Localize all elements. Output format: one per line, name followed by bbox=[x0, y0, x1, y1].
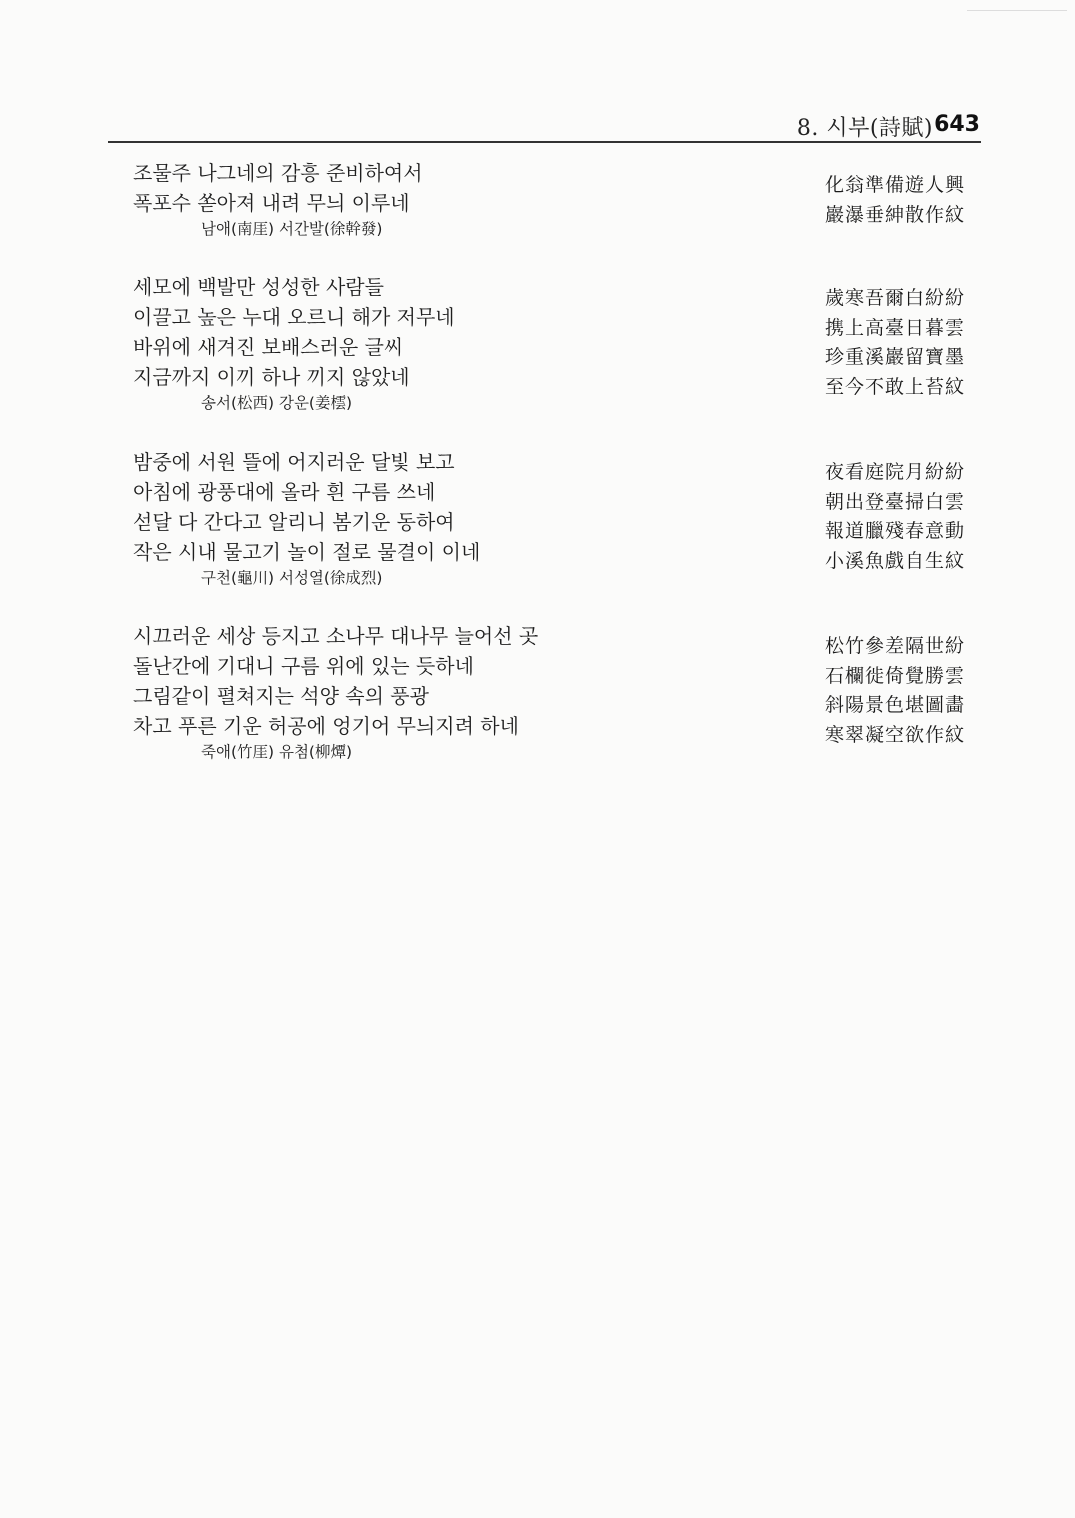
hanja-line: 携上高臺日暮雲 bbox=[824, 316, 965, 339]
poem-line: 세모에 백발만 성성한 사람들 bbox=[133, 275, 384, 299]
poem-line: 차고 푸른 기운 허공에 엉기어 무늬지려 하네 bbox=[133, 714, 519, 738]
poem-line: 지금까지 이끼 하나 끼지 않았네 bbox=[133, 365, 410, 389]
hanja-line: 珍重溪巖留寶墨 bbox=[824, 346, 965, 368]
header-rule bbox=[108, 141, 981, 143]
hanja-line: 松竹參差隔世紛 bbox=[824, 635, 965, 657]
poem-line: 밤중에 서원 뜰에 어지러운 달빛 보고 bbox=[133, 450, 455, 474]
poem-line: 돌난간에 기대니 구름 위에 있는 듯하네 bbox=[133, 654, 474, 678]
hanja-line: 報道臘殘春意動 bbox=[824, 520, 965, 542]
poem-line: 바위에 새겨진 보배스러운 글씨 bbox=[133, 335, 404, 359]
poem-author: 죽애(竹厓) 유첨(柳燂) bbox=[201, 743, 353, 761]
poem-line: 조물주 나그네의 감흥 준비하여서 bbox=[133, 161, 423, 185]
poem-author: 남애(南厓) 서간발(徐幹發) bbox=[201, 220, 383, 238]
hanja-line: 朝出登臺掃白雲 bbox=[824, 490, 965, 513]
poem-4-hanja bbox=[825, 632, 965, 750]
running-header bbox=[0, 0, 1075, 150]
hanja-line: 至今不敢上苔紋 bbox=[824, 375, 965, 398]
poem-line: 이끌고 높은 누대 오르니 해가 저무네 bbox=[133, 305, 455, 329]
poem-line: 섣달 다 간다고 알리니 봄기운 동하여 bbox=[133, 510, 455, 534]
poem-3-hanja bbox=[825, 458, 965, 576]
poem-line: 시끄러운 세상 등지고 소나무 대나무 늘어선 곳 bbox=[133, 624, 539, 648]
poem-line: 폭포수 쏟아져 내려 무늬 이루네 bbox=[133, 191, 410, 215]
hanja-line: 化翁準備遊人興 bbox=[824, 174, 965, 196]
hanja-line: 歲寒吾爾白紛紛 bbox=[824, 287, 965, 309]
hanja-line: 寒翠凝空欲作紋 bbox=[824, 723, 965, 746]
poem-author: 구천(龜川) 서성열(徐成烈) bbox=[201, 569, 383, 587]
hanja-line: 石欄徙倚覺勝雲 bbox=[824, 664, 965, 687]
poem-line: 작은 시내 물고기 놀이 절로 물결이 이네 bbox=[133, 540, 481, 564]
poem-author: 송서(松西) 강운(姜橒) bbox=[201, 394, 353, 412]
hanja-line: 夜看庭院月紛紛 bbox=[824, 461, 965, 483]
poem-line: 그림같이 펼쳐지는 석양 속의 풍광 bbox=[133, 684, 429, 708]
poem-1-hanja bbox=[825, 171, 965, 230]
hanja-line: 小溪魚戲自生紋 bbox=[824, 549, 965, 572]
section-title: 8. 시부(詩賦) bbox=[796, 116, 933, 141]
hanja-line: 斜陽景色堪圖畵 bbox=[824, 694, 965, 716]
poem-2-hanja bbox=[825, 284, 965, 402]
poem-line: 아침에 광풍대에 올라 흰 구름 쓰네 bbox=[133, 480, 436, 504]
hanja-line: 巖瀑垂紳散作紋 bbox=[824, 203, 965, 226]
page-number: 643 bbox=[934, 112, 980, 137]
